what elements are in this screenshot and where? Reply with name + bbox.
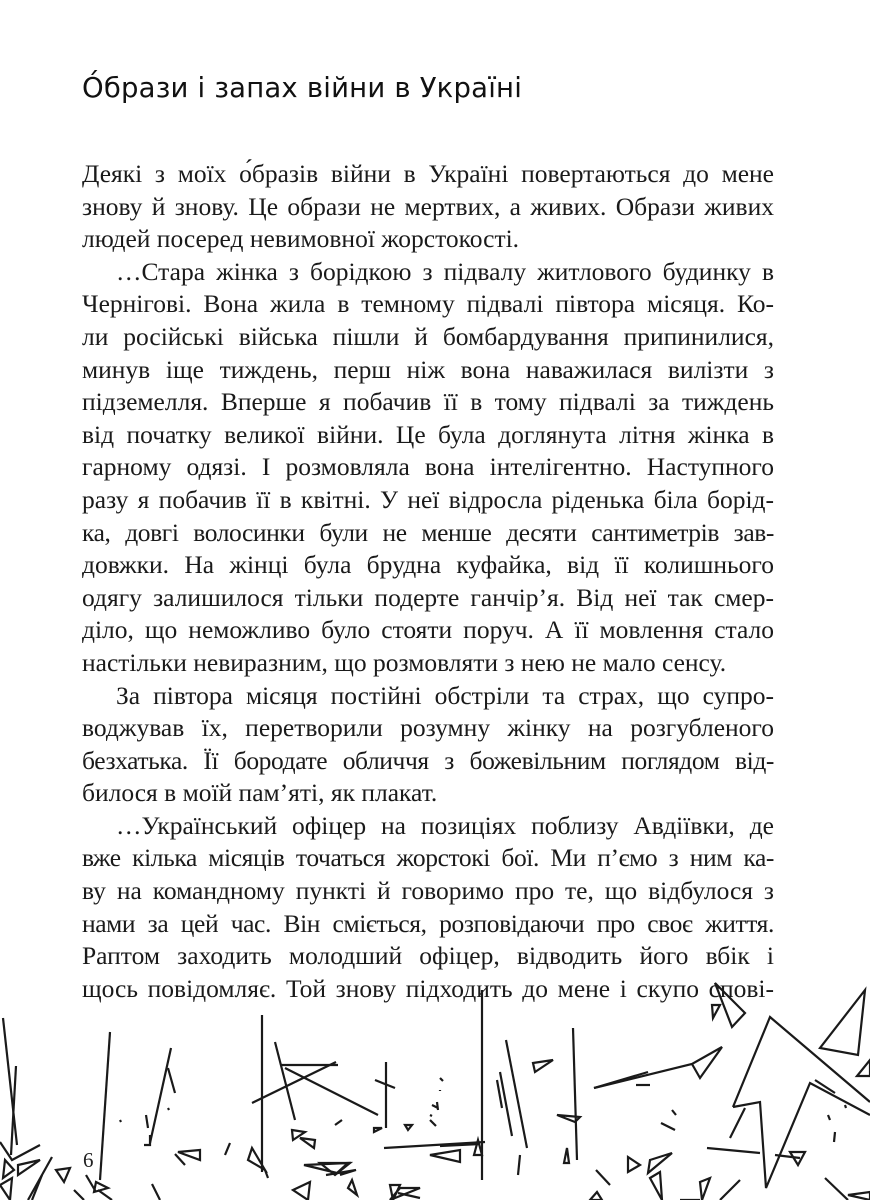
text-line: Раптом заходить молодший офіцер, відводить його вбік і xyxy=(82,941,774,971)
text-line: …Стара жінка з борідкою з підвалу житлового будинку в xyxy=(116,256,774,286)
text-line: ли російські війська пішли й бомбардування припинилися, xyxy=(82,321,774,351)
text-line: ву на командному пункті й говоримо про те, що відбулося з xyxy=(82,876,774,906)
body-text xyxy=(82,158,774,1005)
glass-fragment-group-left xyxy=(0,1018,230,1200)
text-line: людей посеред невимовної жорстокості. xyxy=(82,224,520,254)
paragraph-1 xyxy=(82,158,774,256)
text-line: билося в моїй пам’яті, як плакат. xyxy=(82,778,438,808)
glass-fragment-group-center xyxy=(248,990,676,1200)
text-line: минув іще тиждень, перш ніж вона наважилася вилізти з xyxy=(82,354,774,384)
text-line: разу я побачив її в квітні. У неї відросла ріденька біла борід- xyxy=(82,484,774,514)
text-line: воджував їх, перетворили розумну жінку на розгубленого xyxy=(82,713,774,743)
text-line: діло, що неможливо було стояти поруч. А її мовлення стало xyxy=(82,615,774,645)
text-line: гарному одязі. І розмовляла вона інтелігентно. Наступного xyxy=(82,452,774,482)
text-line: Чернігові. Вона жила в темному підвалі півтора місяця. Ко- xyxy=(82,289,774,319)
shattered-glass-decoration xyxy=(0,960,870,1200)
text-line: За півтора місяця постійні обстріли та страх, що супро- xyxy=(116,680,774,710)
text-line: настільки невиразним, що розмовляти з нею не мало сенсу. xyxy=(82,647,727,677)
paragraph-2 xyxy=(82,256,774,680)
text-line: довжки. На жінці була брудна куфайка, від її колишнього xyxy=(82,550,774,580)
text-line: підземелля. Вперше я побачив її в тому підвалі за тиждень xyxy=(82,387,774,417)
text-line: безхатька. Її бородате обличчя з божевільним поглядом від- xyxy=(82,745,774,775)
page-number: 6 xyxy=(83,1148,94,1172)
text-line: …Український офіцер на позиціях поблизу Авдіївки, де xyxy=(116,810,774,840)
text-line: щось повідомляє. Той знову підходить до мене і скупо спові- xyxy=(82,973,774,1003)
text-line: знову й знову. Це образи не мертвих, а живих. Образи живих xyxy=(82,191,774,221)
page-title: О́брази і запах війни в Україні xyxy=(82,72,523,104)
text-line: нами за цей час. Він сміється, розповідаючи про своє життя. xyxy=(82,908,774,938)
text-line: від початку великої війни. Це була доглянута літня жінка в xyxy=(82,419,774,449)
paragraph-3 xyxy=(82,680,774,810)
text-line: Деякі з моїх о́бразів війни в Україні повертаються до мене xyxy=(82,159,774,188)
text-line: одягу залишилося тільки подерте ганчір’я. Від неї так смер- xyxy=(82,582,774,612)
text-line: вже кілька місяців точаться жорстокі бої. Ми п’ємо з ним ка- xyxy=(82,843,774,873)
text-line: ка, довгі волосинки були не менше десяти сантиметрів зав- xyxy=(82,517,774,547)
